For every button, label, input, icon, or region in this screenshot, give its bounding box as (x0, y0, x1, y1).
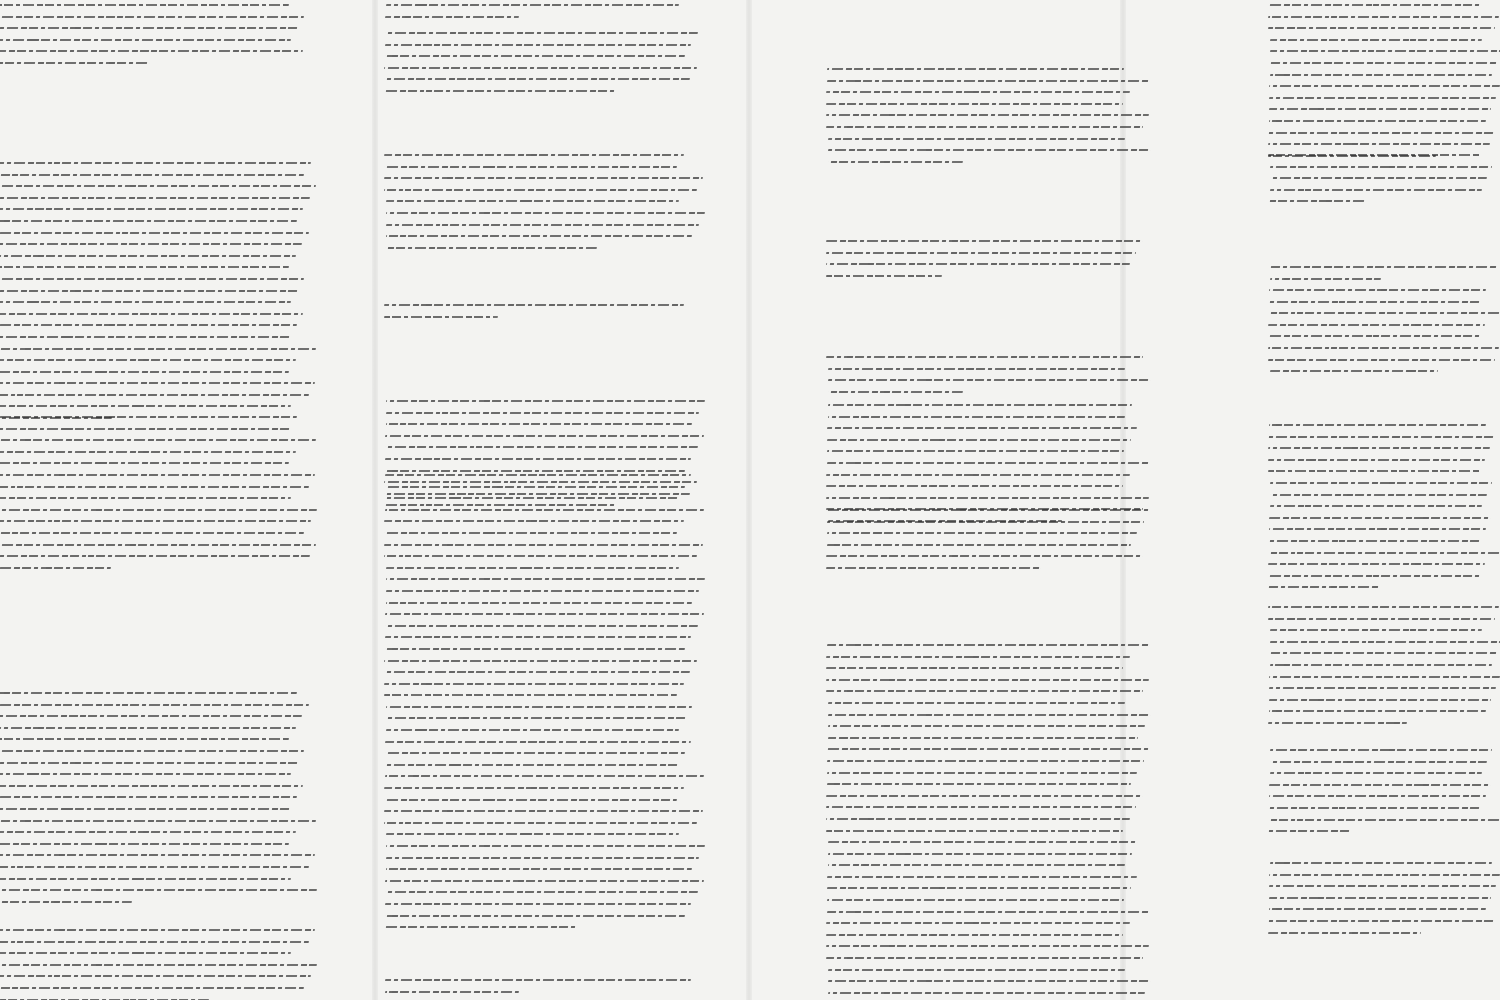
handwritten-line (1270, 62, 1497, 64)
handwritten-line (0, 39, 292, 41)
handwritten-line (0, 359, 296, 361)
handwritten-paragraph (384, 32, 710, 102)
handwritten-line (828, 416, 1125, 418)
handwritten-line (0, 439, 317, 441)
page-column-4 (1268, 0, 1500, 1000)
handwritten-line (0, 889, 318, 891)
handwritten-paragraph (1268, 862, 1500, 943)
handwritten-line (827, 462, 1151, 464)
handwritten-line (0, 462, 290, 464)
handwritten-paragraph (0, 929, 322, 1000)
handwritten-line (1270, 652, 1497, 654)
handwritten-line (826, 252, 1136, 254)
page-column-2 (384, 0, 710, 1000)
handwritten-line (826, 922, 1130, 924)
handwritten-line (1270, 74, 1492, 76)
handwritten-line (0, 952, 292, 954)
handwritten-line (386, 729, 680, 731)
handwritten-line (385, 648, 685, 650)
handwritten-line (827, 760, 1144, 762)
handwritten-line (826, 474, 1130, 476)
handwritten-line (0, 371, 290, 373)
handwritten-line (826, 240, 1143, 242)
handwritten-line (384, 177, 704, 179)
handwritten-line (828, 737, 1138, 739)
handwritten-line (827, 450, 1124, 452)
handwritten-line (1268, 606, 1499, 608)
handwritten-line (826, 263, 1130, 265)
handwritten-line (1268, 563, 1485, 565)
handwritten-line (384, 555, 697, 557)
handwritten-paragraph (1268, 289, 1500, 382)
handwritten-line (828, 864, 1125, 866)
handwritten-line (828, 391, 964, 393)
handwritten-paragraph (384, 4, 710, 27)
handwritten-line (385, 16, 519, 18)
handwritten-line (1268, 27, 1495, 29)
handwritten-line (385, 903, 692, 905)
handwritten-line (385, 458, 692, 460)
handwritten-line (826, 114, 1150, 116)
handwritten-line (386, 868, 693, 870)
handwritten-line (0, 382, 316, 384)
handwritten-line (0, 27, 298, 29)
handwritten-line (826, 555, 1143, 557)
handwritten-line (386, 602, 693, 604)
handwritten-line (384, 520, 684, 522)
handwritten-line (386, 590, 699, 592)
handwritten-line (1268, 470, 1481, 472)
handwritten-line (0, 497, 292, 499)
handwritten-line (0, 854, 316, 856)
handwritten-line (386, 423, 693, 425)
handwritten-line (828, 161, 964, 163)
handwritten-line (384, 822, 697, 824)
handwritten-line (828, 149, 1152, 151)
handwritten-line (385, 625, 698, 627)
handwritten-line (1269, 795, 1486, 797)
handwritten-paragraph (384, 304, 710, 327)
handwritten-paragraph (1268, 154, 1500, 212)
handwritten-line (0, 336, 291, 338)
handwritten-line (0, 185, 317, 187)
handwritten-paragraph (0, 416, 322, 578)
handwritten-line (826, 818, 1130, 820)
handwritten-line (827, 439, 1131, 441)
page-gutter-2 (746, 0, 752, 1000)
handwritten-paragraph (0, 692, 322, 912)
handwritten-line (386, 200, 680, 202)
handwritten-line (826, 356, 1143, 358)
handwritten-line (385, 55, 685, 57)
handwritten-line (826, 656, 1130, 658)
handwritten-line (385, 880, 705, 882)
handwritten-paragraph (1268, 4, 1500, 166)
handwritten-line (1268, 436, 1495, 438)
handwritten-line (386, 235, 693, 237)
handwritten-line (385, 470, 685, 472)
handwritten-paragraph (826, 240, 1156, 286)
handwritten-line (384, 532, 678, 534)
handwritten-line (385, 486, 685, 488)
handwritten-line (1268, 16, 1499, 18)
handwritten-line (828, 725, 1145, 727)
handwritten-line (385, 991, 519, 993)
handwritten-line (385, 497, 679, 499)
handwritten-paragraph (0, 162, 322, 429)
handwritten-line (0, 715, 303, 717)
handwritten-line (0, 750, 305, 752)
handwritten-line (1270, 629, 1483, 631)
handwritten-paragraph (826, 68, 1156, 172)
handwritten-line (1270, 50, 1500, 52)
handwritten-line (385, 446, 698, 448)
handwritten-line (386, 717, 686, 719)
handwritten-paragraph (826, 356, 1156, 402)
handwritten-line (1268, 324, 1485, 326)
handwritten-line (385, 613, 705, 615)
handwritten-line (384, 189, 697, 191)
handwritten-line (384, 671, 691, 673)
handwritten-line (1270, 482, 1492, 484)
handwritten-line (384, 683, 684, 685)
page-column-1 (0, 0, 322, 1000)
handwritten-line (385, 775, 705, 777)
handwritten-line (385, 636, 692, 638)
handwritten-line (1268, 447, 1490, 449)
handwritten-line (828, 969, 1125, 971)
handwritten-line (384, 166, 678, 168)
handwritten-line (1270, 761, 1487, 763)
handwritten-line (384, 787, 684, 789)
handwritten-line (1269, 676, 1500, 678)
handwritten-line (1269, 807, 1482, 809)
handwritten-line (827, 427, 1137, 429)
handwritten-line (826, 806, 1136, 808)
handwritten-line (1269, 552, 1500, 554)
handwritten-line (384, 90, 616, 92)
handwritten-line (1270, 862, 1492, 864)
handwritten-line (828, 404, 1132, 406)
handwritten-line (0, 394, 309, 396)
handwritten-line (1268, 575, 1481, 577)
handwritten-line (0, 4, 290, 6)
handwritten-line (1269, 528, 1486, 530)
handwritten-line (0, 796, 297, 798)
handwritten-line (384, 67, 697, 69)
handwritten-line (0, 773, 292, 775)
handwritten-line (1269, 289, 1486, 291)
handwritten-line (826, 830, 1123, 832)
handwritten-line (826, 957, 1143, 959)
handwritten-line (386, 400, 706, 402)
handwritten-line (0, 243, 303, 245)
handwritten-line (1270, 494, 1487, 496)
handwritten-line (0, 820, 317, 822)
handwritten-line (385, 979, 692, 981)
handwritten-line (1270, 166, 1492, 168)
handwritten-line (0, 692, 297, 694)
handwritten-line (1270, 266, 1497, 268)
handwritten-line (0, 532, 305, 534)
handwritten-line (0, 232, 309, 234)
handwritten-line (827, 68, 1124, 70)
handwritten-line (1270, 189, 1483, 191)
handwritten-line (0, 348, 317, 350)
handwritten-line (386, 845, 706, 847)
handwritten-line (0, 428, 291, 430)
handwritten-line (1268, 347, 1499, 349)
handwritten-line (826, 485, 1123, 487)
handwritten-line (827, 509, 1151, 511)
handwritten-line (826, 945, 1150, 947)
handwritten-paragraph (0, 4, 322, 74)
handwritten-line (827, 772, 1137, 774)
handwritten-line (827, 911, 1151, 913)
handwritten-paragraph (1268, 749, 1500, 842)
handwritten-line (826, 690, 1143, 692)
handwritten-line (0, 62, 150, 64)
handwritten-line (0, 964, 318, 966)
handwritten-line (0, 975, 311, 977)
handwritten-line (1268, 359, 1495, 361)
handwritten-line (1269, 710, 1486, 712)
handwritten-line (1270, 505, 1483, 507)
handwritten-line (0, 486, 309, 488)
handwritten-line (1268, 459, 1485, 461)
handwritten-line (1268, 920, 1495, 922)
handwritten-line (0, 509, 318, 511)
handwritten-line (827, 783, 1131, 785)
handwritten-line (384, 810, 704, 812)
handwritten-line (826, 497, 1150, 499)
handwritten-line (826, 667, 1123, 669)
handwritten-line (0, 941, 309, 943)
handwritten-line (1268, 143, 1490, 145)
handwritten-line (0, 451, 296, 453)
handwritten-line (1268, 618, 1495, 620)
handwritten-line (0, 278, 305, 280)
handwritten-line (1270, 177, 1487, 179)
handwritten-line (1269, 687, 1496, 689)
handwritten-line (0, 50, 304, 52)
handwritten-line (828, 714, 1152, 716)
handwritten-line (384, 316, 498, 318)
handwritten-line (0, 416, 297, 418)
handwritten-line (385, 891, 698, 893)
handwritten-line (1269, 874, 1500, 876)
handwritten-line (385, 915, 685, 917)
handwritten-line (0, 290, 298, 292)
handwritten-line (826, 275, 942, 277)
handwritten-line (1269, 517, 1491, 519)
handwritten-paragraph (384, 979, 710, 1000)
handwritten-line (826, 126, 1143, 128)
handwritten-line (828, 138, 1125, 140)
handwritten-line (0, 266, 290, 268)
handwritten-line (1269, 540, 1482, 542)
handwritten-line (0, 16, 305, 18)
handwritten-line (1269, 97, 1496, 99)
handwritten-line (1269, 85, 1500, 87)
handwritten-line (1268, 132, 1495, 134)
handwritten-line (0, 866, 309, 868)
handwritten-line (827, 876, 1137, 878)
handwritten-line (1269, 312, 1500, 314)
handwritten-line (827, 80, 1151, 82)
handwritten-line (384, 78, 691, 80)
handwritten-line (828, 368, 1125, 370)
handwritten-line (1270, 370, 1438, 372)
handwritten-line (827, 521, 1144, 523)
handwritten-line (1269, 301, 1482, 303)
handwritten-line (386, 833, 680, 835)
handwritten-line (828, 702, 1125, 704)
page-column-3 (826, 0, 1156, 1000)
handwritten-line (1270, 772, 1483, 774)
handwritten-line (1269, 699, 1491, 701)
handwritten-paragraph (826, 644, 1156, 1000)
handwritten-paragraph (826, 509, 1156, 579)
handwritten-line (385, 435, 705, 437)
handwritten-line (1269, 200, 1366, 202)
page-gutter-1 (372, 0, 378, 1000)
handwritten-line (0, 831, 296, 833)
handwritten-line (828, 980, 1152, 982)
handwritten-line (826, 934, 1123, 936)
handwritten-line (1269, 424, 1486, 426)
handwritten-line (385, 44, 692, 46)
handwritten-line (384, 304, 684, 306)
handwritten-line (0, 704, 309, 706)
handwritten-line (828, 379, 1152, 381)
handwritten-line (0, 324, 297, 326)
handwritten-line (826, 91, 1130, 93)
handwritten-line (827, 887, 1131, 889)
handwritten-line (385, 247, 597, 249)
handwritten-line (0, 474, 316, 476)
handwritten-line (0, 785, 304, 787)
handwritten-line (385, 32, 698, 34)
handwritten-line (385, 764, 679, 766)
handwritten-line (1268, 932, 1422, 934)
handwritten-line (1268, 335, 1481, 337)
handwritten-line (385, 509, 705, 511)
handwritten-line (0, 197, 310, 199)
handwritten-line (385, 752, 685, 754)
handwritten-paragraph (1268, 606, 1500, 734)
handwritten-line (827, 748, 1151, 750)
handwritten-line (1269, 108, 1491, 110)
handwritten-line (826, 679, 1150, 681)
handwritten-line (828, 841, 1138, 843)
handwritten-line (384, 926, 576, 928)
handwritten-line (826, 567, 1041, 569)
handwritten-line (386, 578, 706, 580)
handwritten-line (826, 795, 1143, 797)
handwritten-line (1269, 819, 1500, 821)
handwritten-paragraph (384, 474, 710, 938)
handwritten-line (385, 741, 692, 743)
handwritten-line (0, 929, 316, 931)
handwritten-line (386, 567, 680, 569)
handwritten-line (0, 162, 311, 164)
handwritten-line (1270, 749, 1492, 751)
handwritten-line (1270, 39, 1483, 41)
handwritten-line (0, 174, 305, 176)
handwritten-line (1268, 4, 1481, 6)
handwritten-line (386, 224, 699, 226)
handwritten-line (0, 220, 297, 222)
handwritten-line (1268, 722, 1407, 724)
handwritten-line (1269, 908, 1486, 910)
handwritten-line (0, 901, 132, 903)
handwritten-line (0, 301, 292, 303)
handwritten-line (384, 799, 678, 801)
handwritten-line (1269, 885, 1496, 887)
handwritten-line (0, 878, 292, 880)
handwritten-line (386, 412, 699, 414)
handwritten-line (828, 992, 1145, 994)
handwritten-line (1270, 664, 1492, 666)
handwritten-line (0, 208, 304, 210)
handwritten-line (386, 4, 680, 6)
handwritten-line (386, 212, 706, 214)
handwritten-line (0, 520, 311, 522)
handwritten-line (0, 843, 290, 845)
handwritten-line (1268, 154, 1481, 156)
handwritten-line (0, 808, 291, 810)
handwritten-line (1269, 784, 1491, 786)
handwritten-line (0, 405, 292, 407)
handwritten-line (1268, 830, 1351, 832)
handwritten-line (827, 899, 1124, 901)
handwritten-line (0, 255, 296, 257)
handwritten-line (384, 154, 684, 156)
handwritten-line (384, 544, 704, 546)
handwritten-line (827, 544, 1131, 546)
handwritten-line (1270, 278, 1381, 280)
handwritten-line (1269, 897, 1491, 899)
handwritten-line (0, 567, 111, 569)
handwritten-line (1269, 120, 1486, 122)
handwritten-line (0, 987, 305, 989)
handwritten-line (386, 857, 699, 859)
handwritten-line (1270, 641, 1500, 643)
handwritten-line (386, 706, 693, 708)
handwritten-line (826, 103, 1123, 105)
handwritten-paragraph (384, 154, 710, 258)
handwritten-line (0, 738, 290, 740)
handwritten-line (384, 660, 697, 662)
handwritten-line (827, 644, 1151, 646)
handwritten-paragraph (1268, 266, 1500, 289)
handwritten-line (828, 853, 1132, 855)
handwritten-line (0, 762, 298, 764)
handwritten-line (385, 474, 692, 476)
handwritten-line (0, 313, 304, 315)
handwritten-line (827, 532, 1137, 534)
handwritten-line (1268, 586, 1379, 588)
handwritten-line (0, 544, 317, 546)
handwritten-line (0, 727, 296, 729)
handwritten-line (384, 694, 678, 696)
handwritten-line (0, 555, 310, 557)
handwritten-paragraph (1268, 424, 1500, 598)
